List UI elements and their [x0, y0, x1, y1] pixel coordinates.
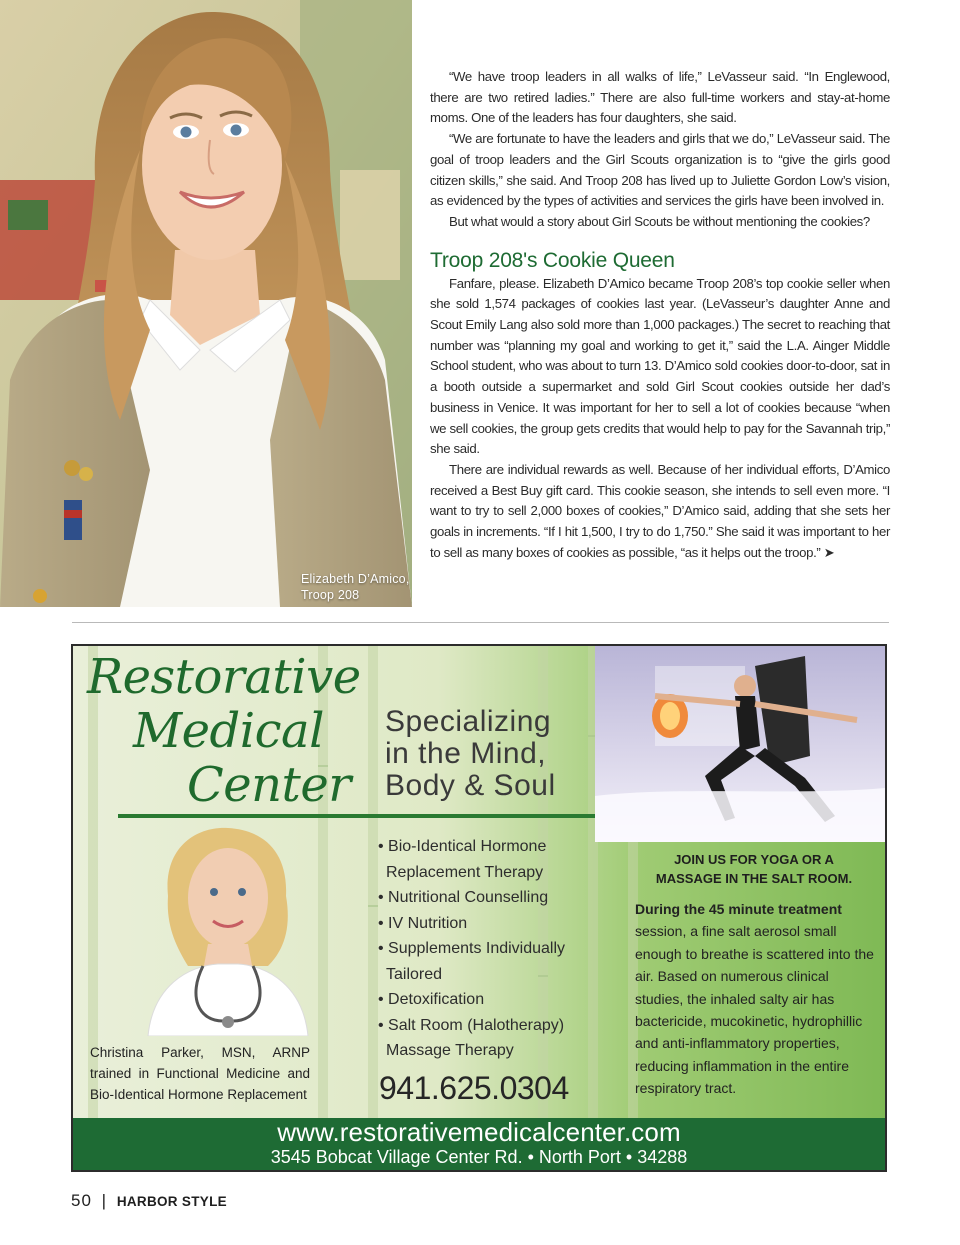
- salt-room-body: session, a fine salt aerosol small enough to breathe is scattered into the air. Based on numerous clinical studies, the inhaled salty air has bactericide, mucokinetic, hydrophillic and anti-inflammatory properties, reducing inflammation in the entire respiratory tract.: [635, 923, 874, 1097]
- ad-tagline-line-3: Body & Soul: [385, 769, 556, 802]
- article-paragraph-3: But what would a story about Girl Scouts be without mentioning the cookies?: [449, 213, 870, 229]
- doctor-caption: Christina Parker, MSN, ARNP trained in Functional Medicine and Bio-Identical Hormone Replacement: [90, 1045, 310, 1102]
- salt-room-heading-line-2: MASSAGE IN THE SALT ROOM.: [655, 871, 853, 886]
- salt-room-lead: During the 45 minute treatment: [635, 901, 842, 917]
- service-item-text: Salt Room (Halotherapy): [388, 1016, 565, 1034]
- ad-title-line-2: Medical: [133, 703, 324, 759]
- article-paragraph-4: Fanfare, please. Elizabeth D’Amico became Troop 208’s top cookie seller when she sold 1,574 packages of cookies last year. (LeVasseur’s daughter Anne and Scout Emily Lang also sold more than 1,000 packages.) The secret to reaching that number was “planning my goal and working to get it,” said the L.A. Ainger Middle School student, who was about to turn 13. D’Amico sold cookies door-to-door, sat in a booth outside a supermarket and sold Girl Scout cookies outside her dad’s business in Venice. It was important for her to sell a lot of cookies because “when we sell cookies, the group gets credits that would help to pay for the Savannah trip,” she said.: [430, 275, 890, 457]
- ad-tagline-line-2: in the Mind,: [385, 737, 547, 770]
- ad-tagline-line-1: Specializing: [385, 705, 552, 738]
- salt-room-description: [635, 898, 875, 1100]
- ad-services-list: [378, 834, 618, 1064]
- service-item: [378, 911, 618, 937]
- service-item: [378, 1013, 618, 1064]
- salt-room-heading: [633, 850, 875, 888]
- section-heading: Troop 208's Cookie Queen: [430, 248, 675, 272]
- ad-title-underline: [118, 814, 618, 818]
- service-item: [378, 936, 618, 987]
- ad-tagline: [385, 706, 556, 802]
- article-paragraph-2: “We are fortunate to have the leaders and girls that we do,” LeVasseur said. The goal of troop leaders and the Girl Scouts organization is to “give the girls good citizen skills,” she said. And Troop 208 has lived up to Juliette Gordon Low’s vision, as evidenced by the types of activities and services the girls have been involved in.: [430, 131, 890, 209]
- photo-caption: [301, 571, 411, 603]
- ad-website-link[interactable]: www.restorativemedicalcenter.com: [277, 1117, 681, 1147]
- service-item: [378, 987, 618, 1013]
- continue-arrow-icon: ➤: [823, 544, 835, 560]
- service-item-text: Detoxification: [388, 991, 485, 1008]
- article-paragraph-1: “We have troop leaders in all walks of life,” LeVasseur said. “In Englewood, there are two retired ladies.” There are also full-time workers and stay-at-home moms. One of the leaders has four daughters, she said.: [430, 69, 890, 126]
- service-item-text-cont: Replacement Therapy: [386, 863, 544, 881]
- service-item-text: Supplements Individually: [388, 940, 566, 957]
- restorative-medical-ad: [71, 644, 887, 1172]
- ad-title-line-1: Restorative: [87, 649, 361, 705]
- service-item: [378, 885, 618, 911]
- section-divider: [72, 622, 889, 623]
- salt-room-yoga-photo: [595, 646, 885, 842]
- ad-title: [87, 650, 361, 812]
- service-item-text-cont: Tailored: [386, 965, 443, 983]
- service-item: [378, 834, 618, 885]
- service-item-text: IV Nutrition: [388, 914, 468, 932]
- salt-room-heading-line-1: JOIN US FOR YOGA OR A: [674, 852, 834, 867]
- girl-scout-portrait-illustration: [0, 0, 412, 607]
- photo-caption-name: Elizabeth D’Amico,: [301, 572, 410, 586]
- page-number: 50: [71, 1191, 92, 1210]
- folio-separator: |: [101, 1191, 108, 1210]
- girl-scout-photo: [0, 0, 412, 607]
- ad-phone-number[interactable]: 941.625.0304: [379, 1070, 569, 1106]
- photo-caption-troop: Troop 208: [301, 588, 360, 602]
- article-body: [430, 67, 890, 563]
- magazine-name: HARBOR STYLE: [116, 1194, 227, 1209]
- article-paragraph-5: [430, 460, 890, 564]
- service-item-text-cont: Massage Therapy: [386, 1042, 514, 1059]
- service-item-text: Nutritional Counselling: [388, 889, 549, 906]
- doctor-portrait-photo: [128, 826, 328, 1036]
- ad-footer-bar: [73, 1118, 885, 1170]
- service-item-text: Bio-Identical Hormone: [388, 838, 547, 855]
- ad-title-line-3: Center: [187, 757, 351, 813]
- page-folio: [71, 1191, 227, 1211]
- article-paragraph-5-text: There are individual rewards as well. Because of her individual efforts, D’Amico received a Best Buy gift card. This cookie season, she intends to sell even more. “I want to try to sell 2,000 boxes of cookies,” D’Amico said, adding that she sets her goals in increments. “If I hit 1,500, I try to do 1,750.” She said it was important to her to sell as many boxes of cookies as possible, “as it helps out the troop.”: [430, 461, 890, 560]
- ad-address: 3545 Bobcat Village Center Rd. • North Port • 34288: [270, 1147, 688, 1167]
